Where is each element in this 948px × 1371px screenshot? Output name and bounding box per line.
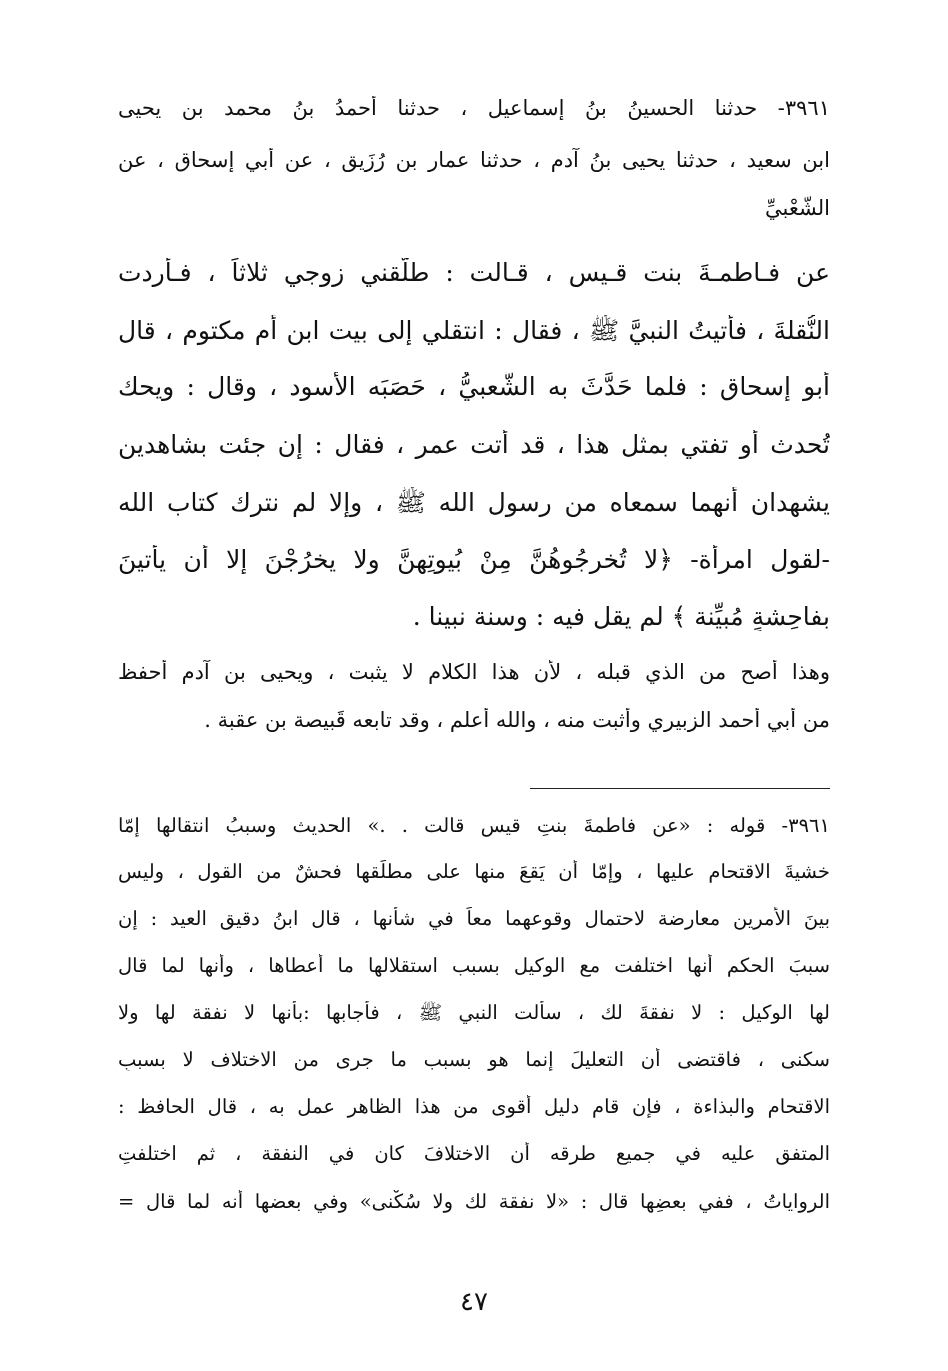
footnote-line: بينَ الأمرين معارضة لاحتمالِ وقوعهما معاً في شأنها ، قال ابنُ دقيق العيد : إن bbox=[118, 907, 830, 930]
isnad-line: الشَّعْبيِّ bbox=[765, 196, 830, 220]
footnote-line: ٣٩٦١- قوله : «عن فاطمةَ بنتِ قيس قالت . .» الحديث وسببُ انتقالها إمّا bbox=[118, 814, 830, 837]
footnote-line: لها الوكيل : لا نفقةَ لك ، سألت النبي ﷺ ، فأجابها :بأنها لا نفقة لها ولا bbox=[118, 1001, 830, 1024]
footnote-line: سببَ الحكم أنها اختلفت مع الوكيل بسبب استقلالها ما أعطاها ، وأنها لما قال bbox=[118, 954, 830, 977]
footnote-separator bbox=[530, 788, 830, 789]
footnote-line: خشيةَ الاقتحام عليها ، وإمّا أن يَقعَ منها على مطلِّقها فحشٌ من القول ، وليس bbox=[118, 860, 830, 883]
matn-line: تُحدث أو تفتي بمثل هذا ، قد أتت عمر ، فقال : إن جئت بشاهدين bbox=[118, 430, 830, 459]
footnote-line: سكنى ، فاقتضى أن التعليلَ إنما هو بسبب ما جرى من الاختلاف لا بسببِ bbox=[118, 1048, 830, 1071]
commentary-line: وهذا أصح من الذي قبله ، لأن هذا الكلام لا يثبت ، ويحيى بن آدم أحفظ bbox=[118, 660, 830, 684]
matn-line: عن فـاطمـةَ بنت قـيس ، قـالت : طلَّقني زوجي ثلاثاً ، فـأردت bbox=[118, 258, 830, 287]
matn-line: أبو إسحاق : فلما حَدَّثَ به الشَّعبيُّ ، حَصَبَه الأسود ، وقال : ويحك bbox=[118, 372, 830, 401]
commentary-line: من أبي أحمد الزبيري وأثبت منه ، والله أعلم ، وقد تابعه قَبيصة بن عقبة . bbox=[204, 708, 830, 732]
matn-line: بفاحِشةٍ مُبيِّنة ﴾ لم يقل فيه : وسنة نبينا . bbox=[412, 602, 830, 631]
page-number: ٤٧ bbox=[460, 1287, 488, 1317]
matn-line: -لقول امرأة- ﴿لا تُخرجُوهُنَّ مِنْ بُيوتِهنَّ ولا يخرُجْنَ إلا أن يأتينَ bbox=[118, 545, 830, 574]
footnote-line: المتفق عليه في جميع طرقه أن الاختلافَ كان في النفقة ، ثم اختلفتِ bbox=[118, 1142, 830, 1165]
footnote-line: الاقتحام والبذاءة ، فإن قام دليل أقوى من هذا الظاهر عمل به ، قال الحافظ : bbox=[118, 1095, 830, 1118]
footnote-line: الرواياتُ ، ففي بعضِها قال : «لا نفقة لك ولا سُكْنى» وفي بعضها أنه لما قال = bbox=[118, 1190, 830, 1213]
isnad-line: ٣٩٦١- حدثنا الحسينُ بنُ إسماعيل ، حدثنا أحمدُ بنُ محمد بن يحيى bbox=[118, 96, 830, 120]
matn-line: النُّقلةَ ، فأتيتُ النبيَّ ﷺ ، فقال : انتقلي إلى بيت ابن أم مكتوم ، قال bbox=[118, 316, 830, 345]
isnad-line: ابن سعيد ، حدثنا يحيى بنُ آدم ، حدثنا عمار بن رُزَيق ، عن أبي إسحاق ، عن bbox=[118, 148, 830, 172]
matn-line: يشهدان أنهما سمعاه من رسول الله ﷺ ، وإلا لم نترك كتاب الله bbox=[118, 488, 830, 517]
